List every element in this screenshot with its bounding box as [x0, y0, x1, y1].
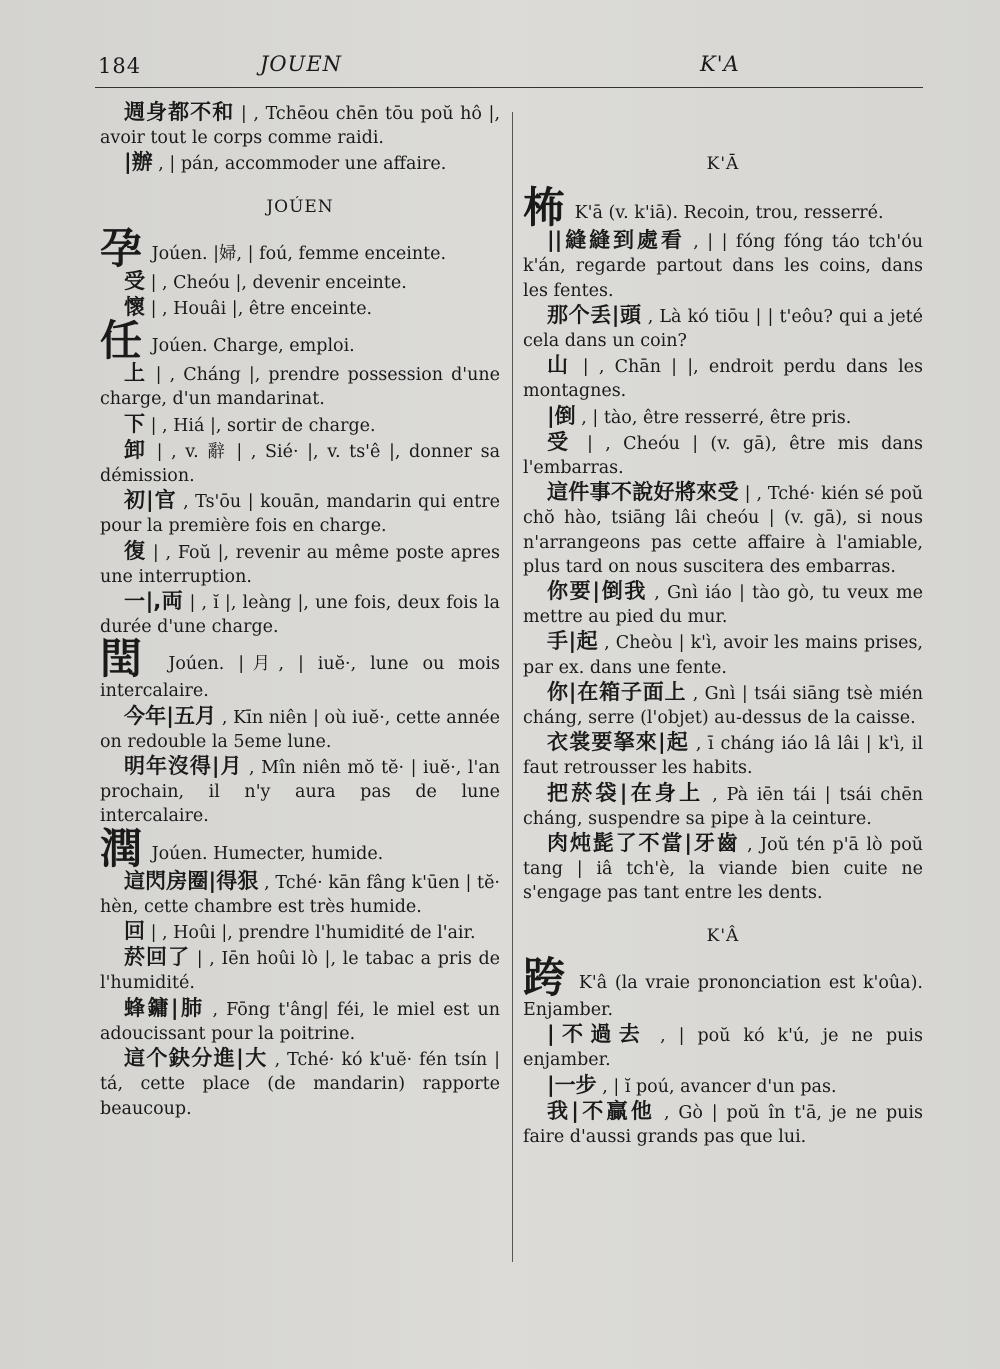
dictionary-subentry [100, 150, 500, 176]
entry-definition: , Mîn niên mŏ tĕ· | iuĕ·, l'an prochain, il n'y aura pas de lune intercalaire. [100, 758, 500, 827]
entry-definition: , Gnì iáo | tào gò, tu veux me mettre au pied du mur. [523, 583, 923, 628]
chinese-phrase: 蜂鏞|肺 [124, 995, 205, 1020]
header-left-word: JOUEN [260, 52, 343, 76]
entry-definition: | , Chān | |, endroit perdu dans les montagnes. [523, 357, 924, 402]
section-heading: K'Ā [706, 154, 740, 174]
entry-definition: | , Cheóu |, devenir enceinte. [145, 272, 407, 293]
chinese-phrase: 這个鈌分進|大 [124, 1046, 268, 1071]
right-column [523, 100, 923, 1149]
dictionary-subentry [523, 781, 923, 831]
chinese-phrase: 懷 [124, 295, 145, 320]
entry-definition: , Fōng t'âng| féi, le miel est un adoucissant pour la poitrine. [100, 999, 500, 1044]
entry-definition: , | ĭ poú, avancer d'un pas. [596, 1076, 837, 1097]
entry-definition: , | | fóng fóng táo tch'óu k'án, regarde partout dans les coins, dans les fentes. [523, 232, 924, 301]
chinese-phrase: |辦 [124, 150, 153, 175]
dictionary-subentry [523, 353, 923, 403]
chinese-phrase: 上 [124, 361, 148, 386]
dictionary-subentry [100, 269, 500, 295]
dictionary-subentry [523, 629, 923, 679]
dictionary-subentry [523, 480, 923, 579]
dictionary-subentry [100, 704, 500, 754]
dictionary-subentry [100, 295, 500, 321]
dictionary-subentry [100, 869, 500, 919]
entry-definition: | , v. 辭 | , Sié· |, v. ts'ê |, donner sa démission. [100, 441, 501, 487]
left-column [100, 100, 500, 1121]
dictionary-subentry [523, 303, 923, 353]
dictionary-headword-entry [100, 223, 500, 273]
entry-definition: , Cheòu | k'ì, avoir les mains prises, par ex. dans une fente. [523, 633, 923, 678]
headword-character: 柨 [523, 183, 566, 233]
entry-definition: , ī cháng iáo lâ lâi | k'ì, il faut retrousser les habits. [523, 734, 924, 779]
dictionary-subentry [100, 412, 500, 438]
chinese-phrase: 受 [124, 268, 145, 293]
headword-character: 孕 [100, 223, 143, 273]
chinese-phrase: 復 [124, 538, 147, 563]
entry-definition: , Gnì | tsái siāng tsè mién cháng, serre (l'objet) au-dessus de la caisse. [523, 683, 923, 729]
running-header [98, 48, 918, 84]
entry-definition: | , Tché· kién sé poŭ chŏ hào, tsiāng lâi cheóu | (v. gā), si nous n'arrangeons pas cette affaire à l'amiable, plus tard on nous suscitera des embarras. [523, 484, 923, 577]
dictionary-subentry [523, 579, 923, 629]
chinese-phrase: 菸回了 [124, 945, 191, 970]
chinese-phrase: 明年沒得|月 [124, 754, 243, 779]
chinese-phrase: |不過去 [547, 1022, 648, 1047]
section-heading: K'Â [706, 925, 740, 946]
chinese-phrase: 手|起 [547, 629, 599, 654]
dictionary-subentry [523, 404, 923, 430]
entry-definition: , | poŭ kó k'ú, je ne puis enjamber. [523, 1026, 923, 1071]
entry-definition: , Pà iēn tái | tsái chēn cháng, suspendre sa pipe à la ceinture. [523, 784, 923, 829]
chinese-phrase: 山 [547, 353, 573, 378]
chinese-phrase: 衣裳要拏來|起 [547, 730, 690, 755]
chinese-phrase: 受 [547, 429, 575, 454]
header-rule [95, 87, 923, 88]
dictionary-subentry [523, 831, 923, 906]
entry-definition: K'â (la vraie prononciation est k'oûa). Enjamber. [523, 972, 923, 1020]
chinese-phrase: 卸 [124, 437, 149, 462]
entry-definition: | , Cheóu | (v. gā), être mis dans l'embarras. [523, 433, 924, 479]
entry-definition: , Là kó tiōu | | t'eôu? qui a jeté cela dans un coin? [523, 306, 923, 352]
chinese-phrase: 把菸袋|在身上 [547, 780, 704, 805]
dictionary-subentry [523, 730, 923, 780]
chinese-phrase: 週身都不和 [124, 100, 235, 124]
entry-definition: | , ĭ |, leàng |, une fois, deux fois la durée d'une charge. [100, 593, 500, 638]
entry-definition: K'ā (v. k'iā). Recoin, trou, resserré. [569, 203, 884, 224]
chinese-phrase: 這件事不說好將來受 [547, 480, 739, 505]
dictionary-subentry [523, 1099, 923, 1149]
entry-definition: , | pán, accommoder une affaire. [152, 154, 447, 175]
chinese-phrase: 今年|五月 [124, 703, 217, 728]
dictionary-subentry [100, 438, 500, 488]
chinese-phrase: 我|不贏他 [547, 1098, 656, 1123]
entry-definition: | , Tchēou chēn tōu poŭ hô |, avoir tout le corps comme raidi. [100, 104, 501, 149]
dictionary-headword-entry [100, 316, 500, 366]
chinese-phrase: 你要|倒我 [547, 579, 648, 604]
column-divider [512, 112, 513, 1262]
chinese-phrase: |一步 [547, 1072, 597, 1097]
dictionary-headword-entry [523, 952, 923, 1022]
chinese-phrase: 你|在箱子面上 [547, 679, 687, 704]
chinese-phrase: 回 [124, 919, 145, 944]
dictionary-subentry [100, 996, 500, 1046]
dictionary-subentry [100, 488, 500, 538]
dictionary-subentry [523, 680, 923, 730]
dictionary-subentry [100, 539, 500, 589]
dictionary-headword-entry [100, 634, 500, 703]
dictionary-subentry [100, 1046, 500, 1121]
entry-definition: Joúen. Humecter, humide. [146, 843, 384, 864]
dictionary-subentry [100, 754, 500, 829]
dictionary-subentry [100, 361, 500, 411]
entry-definition: , Tché· kān fâng k'ūen | tĕ· hèn, cette chambre est très humide. [100, 872, 500, 917]
dictionary-subentry [523, 1073, 923, 1099]
chinese-phrase: ||縫縫到處看 [547, 228, 685, 253]
dictionary-subentry [523, 228, 923, 303]
dictionary-subentry [523, 430, 923, 480]
chinese-phrase: 這閃房圈|得狠 [124, 868, 259, 893]
entry-definition: Joúen. |婦, | foú, femme enceinte. [146, 243, 447, 264]
dictionary-subentry [100, 919, 500, 945]
dictionary-subentry [100, 945, 500, 995]
entry-definition: , Kīn niên | où iuĕ·, cette année on redouble la 5eme lune. [100, 707, 500, 752]
page-number: 184 [98, 54, 142, 78]
headword-character: 跨 [523, 952, 568, 1002]
header-right-word: K'A [700, 52, 740, 76]
entry-definition: , Joŭ tén p'ā lò poŭ tang | iâ tch'è, la viande bien cuite ne s'engage pas tant entre les dents. [523, 835, 924, 904]
chinese-phrase: 初|官 [124, 488, 177, 513]
section-heading: JOÚEN [266, 196, 334, 217]
entry-definition: , Tché· kó k'uĕ· fén tsín | tá, cette place (de mandarin) rapporte beaucoup. [100, 1050, 501, 1119]
entry-definition: | , Foŭ |, revenir au même poste apres une interruption. [100, 542, 501, 587]
chinese-phrase: 下 [124, 411, 145, 436]
dictionary-headword-entry [100, 823, 500, 873]
chinese-phrase: 肉炖髭了不當|牙齒 [547, 831, 740, 856]
dictionary-subentry [523, 1022, 923, 1072]
headword-character: 任 [100, 316, 143, 366]
chinese-phrase: 那个丢|頭 [547, 302, 642, 327]
chinese-phrase: 一|,両 [124, 589, 184, 614]
entry-definition: Joúen. Charge, emploi. [146, 336, 355, 357]
entry-definition: | , Iēn hoûi lò |, le tabac a pris de l'humidité. [100, 949, 501, 994]
entry-definition: | , Hoûi |, prendre l'humidité de l'air. [145, 923, 476, 944]
entry-definition: | , Hiá |, sortir de charge. [145, 415, 376, 436]
entry-definition: , Ts'ōu | kouān, mandarin qui entre pour la première fois en charge. [100, 492, 500, 537]
entry-definition: | , Houâi |, être enceinte. [145, 299, 373, 320]
dictionary-subentry [100, 100, 500, 150]
chinese-phrase: |倒 [547, 403, 576, 428]
headword-character: 潤 [100, 823, 143, 873]
entry-definition: Joúen. |月, | iuĕ·, lune ou mois intercalaire. [100, 654, 500, 702]
dictionary-subentry [100, 589, 500, 639]
entry-definition: , | tào, être resserré, être pris. [575, 407, 852, 428]
dictionary-headword-entry [523, 183, 923, 233]
entry-definition: | , Cháng |, prendre possession d'une charge, d'un mandarinat. [100, 365, 500, 410]
headword-character: 閏 [100, 634, 151, 684]
entry-definition: , Gò | poŭ în t'ā, je ne puis faire d'aussi grands pas que lui. [523, 1102, 923, 1147]
